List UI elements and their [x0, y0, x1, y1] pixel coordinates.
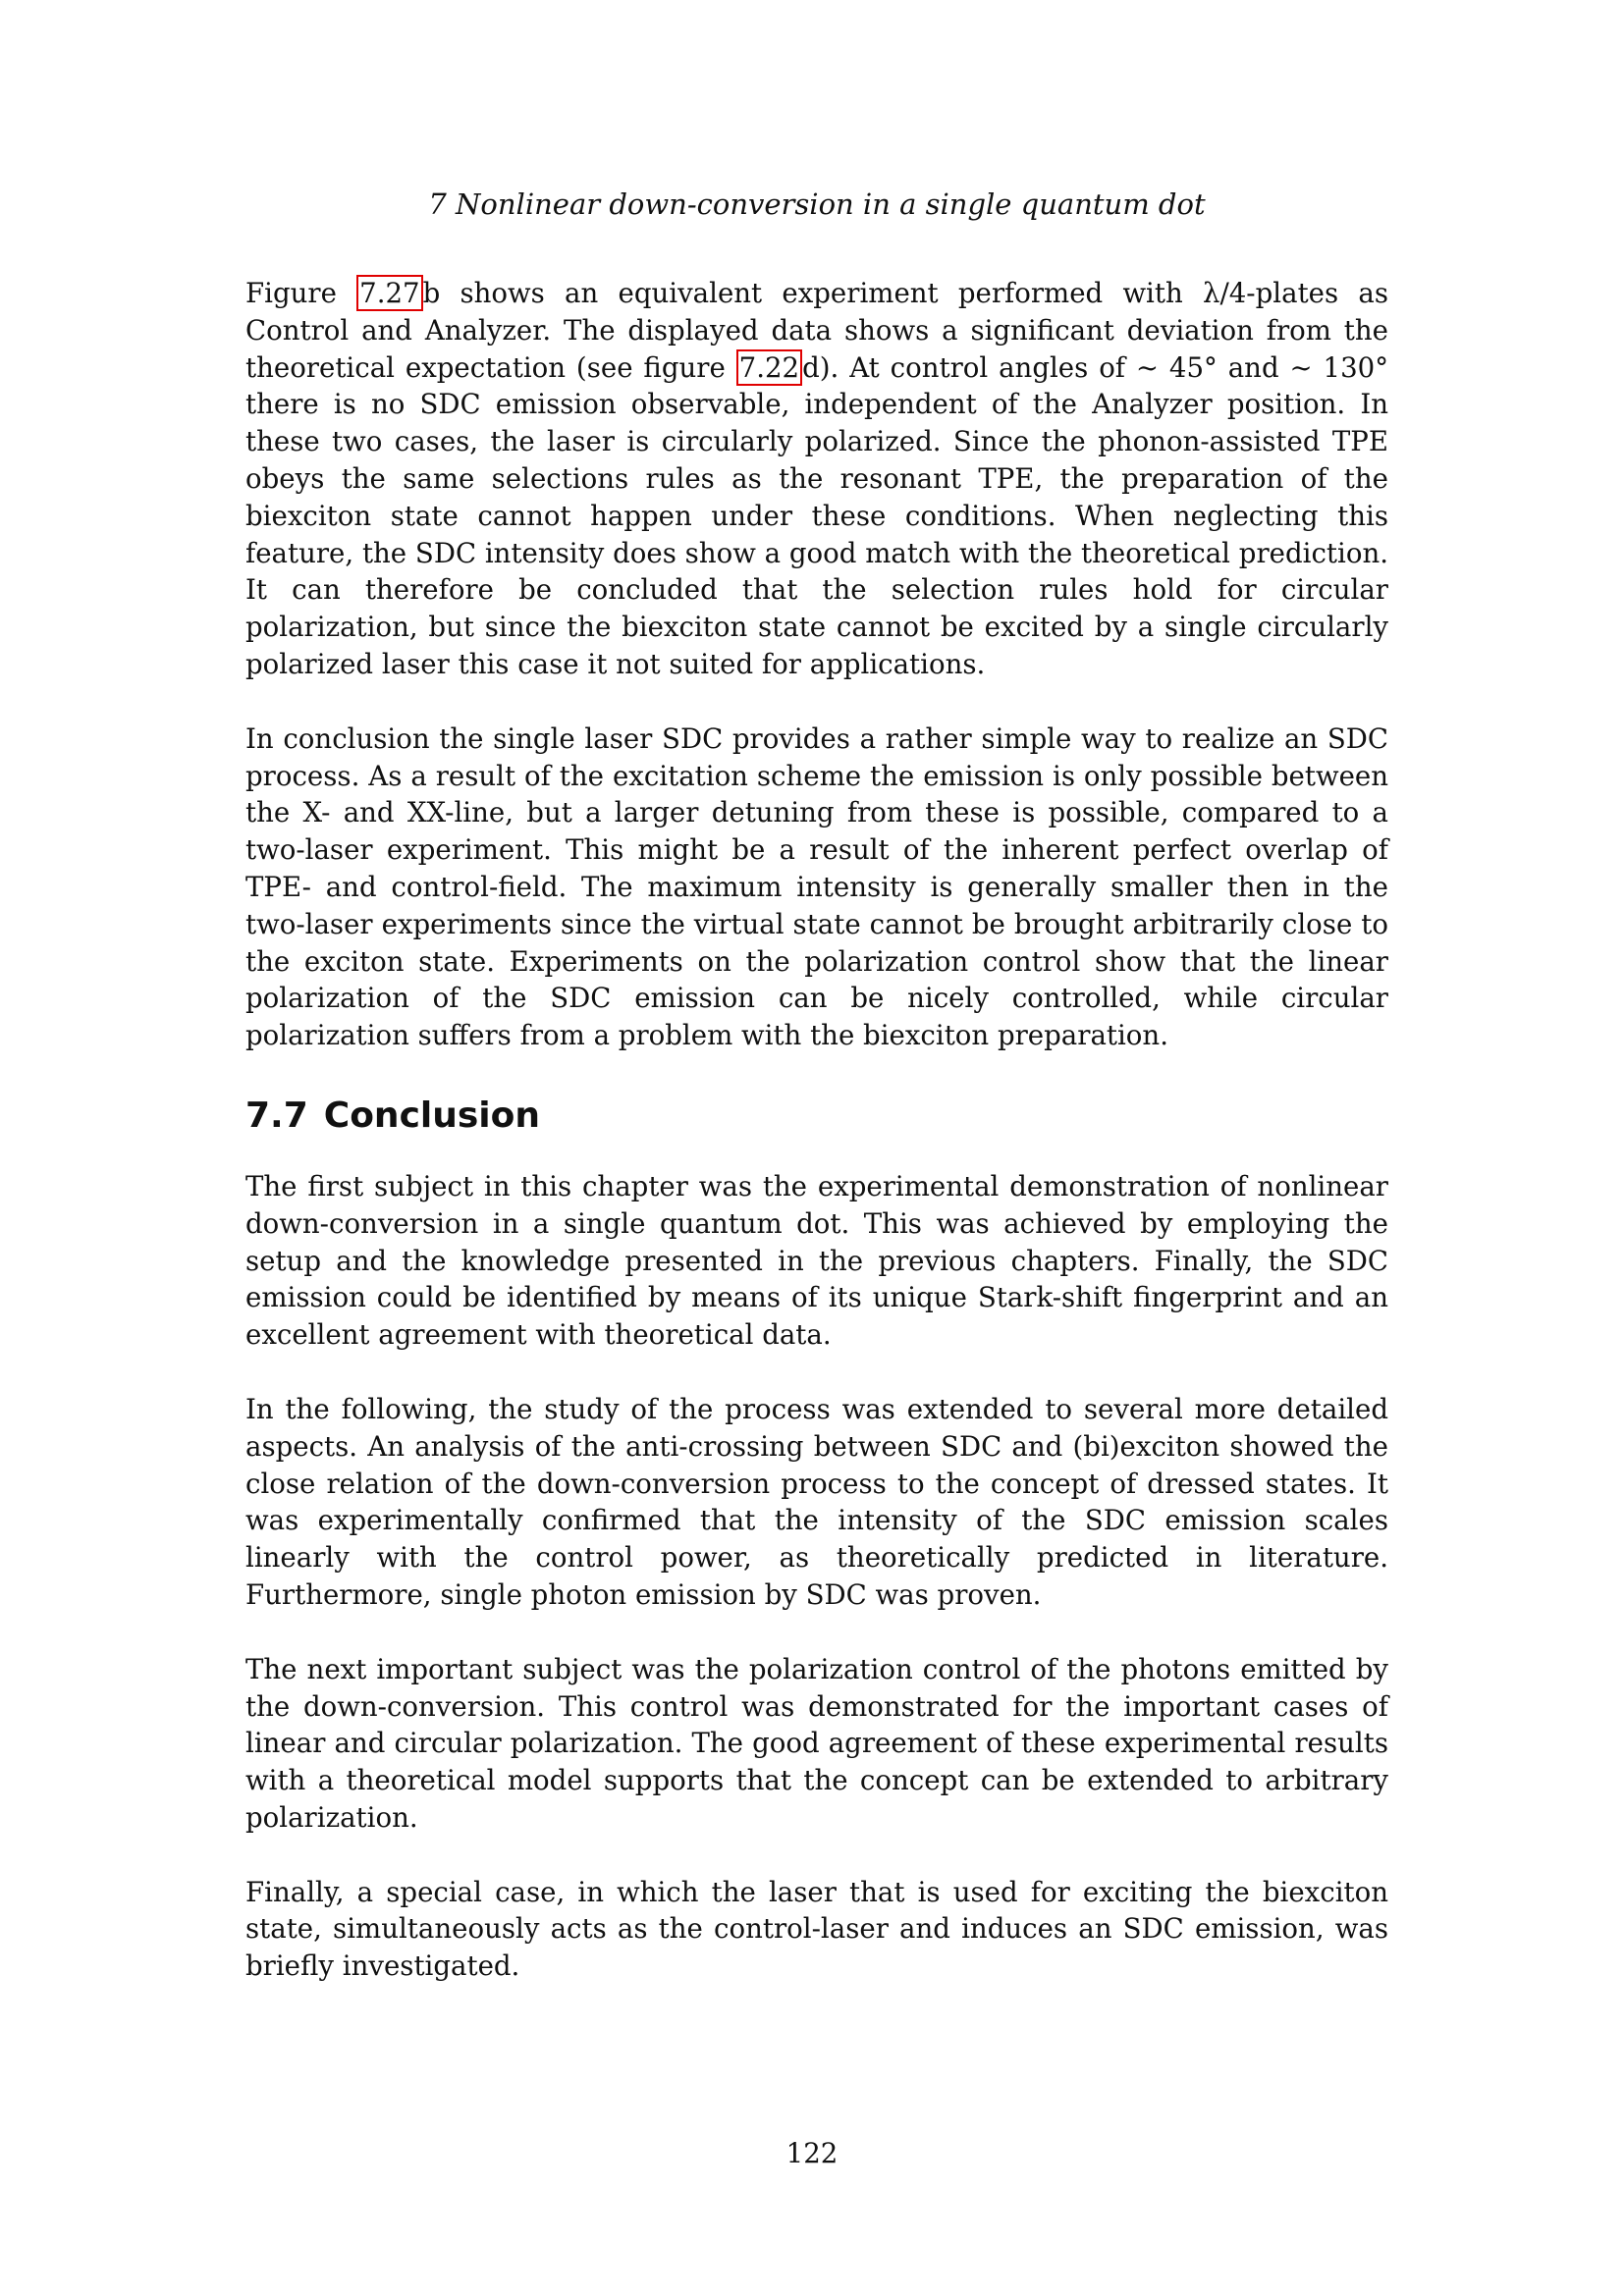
- section-number: 7.7: [245, 1095, 308, 1136]
- paragraph-conclusion-4: Finally, a special case, in which the laser that is used for exciting the biexciton state, simultaneously acts as the control-laser and induces an SDC emission, was briefly investigated.: [245, 1875, 1388, 1983]
- section-title: Conclusion: [323, 1095, 540, 1136]
- paragraph-figure-727: Figure 7.27 b shows an equivalent experiment performed with λ/4-plates as Control and Analyzer. The displayed data shows a significant deviation from the theoretical expectation (see figure 7.22 d). At control angles of ∼ 45° and ∼ 130° there is no SDC emission observable, independent of the Analyzer position. In these two cases, the laser is circularly polarized. Since the phonon-assisted TPE obeys the same selections rules as the resonant TPE, the preparation of the biexciton state cannot happen under these conditions. When neglecting this feature, the SDC intensity does show a good match with the theoretical prediction. It can therefore be concluded that the selection rules hold for circular polarization, but since the biexciton state cannot be excited by a single circularly polarized laser this case it not suited for applications.: [245, 277, 1388, 680]
- figure-ref-7-22-link[interactable]: 7.22: [736, 349, 802, 386]
- page-body: [245, 275, 1388, 2022]
- section-heading: [245, 1092, 1388, 1141]
- paragraph-conclusion-1: The first subject in this chapter was the experimental demonstration of nonlinear down-conversion in a single quantum dot. This was achieved by employing the setup and the knowledge presented in the previous chapters. Finally, the SDC emission could be identified by means of its unique Stark-shift fingerprint and an excellent agreement with theoretical data.: [245, 1169, 1388, 1352]
- paragraph-single-laser-conclusion: In conclusion the single laser SDC provides a rather simple way to realize an SDC process. As a result of the excitation scheme the emission is only possible between the X- and XX-line, but a larger detuning from these is possible, compared to a two-laser experiment. This might be a result of the inherent perfect overlap of TPE- and control-field. The maximum intensity is generally smaller then in the two-laser experiments since the virtual state cannot be brought arbitrarily close to the exciton state. Experiments on the polarization control show that the linear polarization of the SDC emission can be nicely controlled, while circular polarization suffers from a problem with the biexciton preparation.: [245, 721, 1388, 1052]
- paragraph-conclusion-3: The next important subject was the polarization control of the photons emitted by the down-conversion. This control was demonstrated for the important cases of linear and circular polarization. The good agreement of these experimental results with a theoretical model supports that the concept can be extended to arbitrary polarization.: [245, 1652, 1388, 1834]
- figure-ref-7-27-link[interactable]: 7.27: [356, 275, 422, 311]
- paragraph-conclusion-2: In the following, the study of the process was extended to several more detailed aspects. An analysis of the anti-crossing between SDC and (bi)exciton showed the close relation of the down-conversion process to the concept of dressed states. It was experimentally confirmed that the intensity of the SDC emission scales linearly with the control power, as theoretically predicted in literature. Furthermore, single photon emission by SDC was proven.: [245, 1392, 1388, 1611]
- running-header: 7 Nonlinear down-conversion in a single quantum dot: [428, 187, 1206, 221]
- page-number: 122: [785, 2137, 839, 2169]
